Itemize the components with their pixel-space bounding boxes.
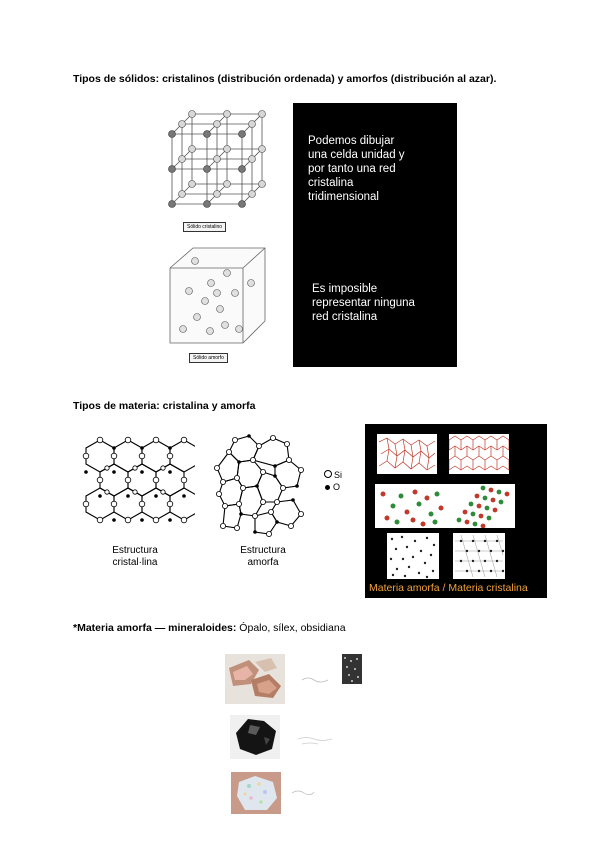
- faint-label-mark: [290, 786, 316, 798]
- matter-comparison-panel: [365, 424, 547, 598]
- amorphous-text-line: red cristalina: [312, 311, 378, 323]
- section2-heading: Tipos de materia: cristalina y amorfa: [73, 400, 256, 412]
- mineral-texture-thumbnail: [342, 654, 362, 684]
- precious-opal-photo: [231, 772, 281, 814]
- legend-si: [324, 469, 342, 481]
- legend-o: [324, 481, 342, 493]
- amorphous-solid-illustration: [165, 243, 270, 348]
- crystal-text-line: por tanto una red: [308, 163, 396, 175]
- crystalline-structure-diagram: [80, 432, 195, 542]
- crystalline-caption: Sólido cristalino: [183, 222, 226, 232]
- legend-o-label: O: [333, 482, 341, 492]
- crystal-explanation: [308, 134, 405, 204]
- crystalline-structure-caption: [100, 545, 170, 569]
- photo-caption: Materia amorfa / Materia cristalina: [369, 582, 528, 594]
- crystalline-network-image: [449, 434, 509, 474]
- section3-heading-rest: Ópalo, sílex, obsidiana: [236, 622, 346, 634]
- explanation-panel: [293, 103, 457, 367]
- atom-legend: [324, 469, 342, 493]
- caption-line: Estructura: [112, 545, 158, 556]
- amorphous-text-line: Es imposible: [312, 283, 378, 295]
- faint-label-mark: [300, 674, 330, 686]
- amorphous-text-line: representar ninguna: [312, 297, 415, 309]
- crystalline-dots-image: [453, 533, 505, 579]
- crystal-text-line: una celda unidad y: [308, 149, 405, 161]
- atomic-arrangement-image: [375, 484, 515, 528]
- legend-si-label: Si: [334, 470, 343, 480]
- opal-stone-photo: [225, 654, 285, 704]
- section3-heading: [73, 622, 346, 634]
- caption-line: cristal·lina: [112, 557, 158, 568]
- section3-heading-bold: *Materia amorfa — mineraloides:: [73, 622, 237, 634]
- crystal-text-line: Podemos dibujar: [308, 135, 395, 147]
- crystalline-lattice-illustration: [162, 104, 272, 224]
- faint-label-mark: [296, 734, 336, 748]
- amorphous-dots-image: [387, 533, 439, 579]
- filled-circle-icon: [325, 485, 330, 490]
- caption-line: amorfa: [247, 557, 279, 568]
- obsidian-stone-photo: [230, 715, 280, 759]
- crystal-text-line: cristalina: [308, 177, 354, 189]
- amorphous-caption: Sólido amorfo: [189, 353, 228, 363]
- crystal-text-line: tridimensional: [308, 191, 379, 203]
- amorphous-structure-diagram: [213, 430, 313, 540]
- open-circle-icon: [324, 470, 332, 478]
- amorphous-explanation: [312, 282, 415, 324]
- amorphous-network-image: [377, 434, 437, 474]
- section1-heading: Tipos de sólidos: cristalinos (distribución ordenada) y amorfos (distribución al azar).: [73, 73, 497, 85]
- caption-line: Estructura: [240, 545, 286, 556]
- amorphous-structure-caption: [228, 545, 298, 569]
